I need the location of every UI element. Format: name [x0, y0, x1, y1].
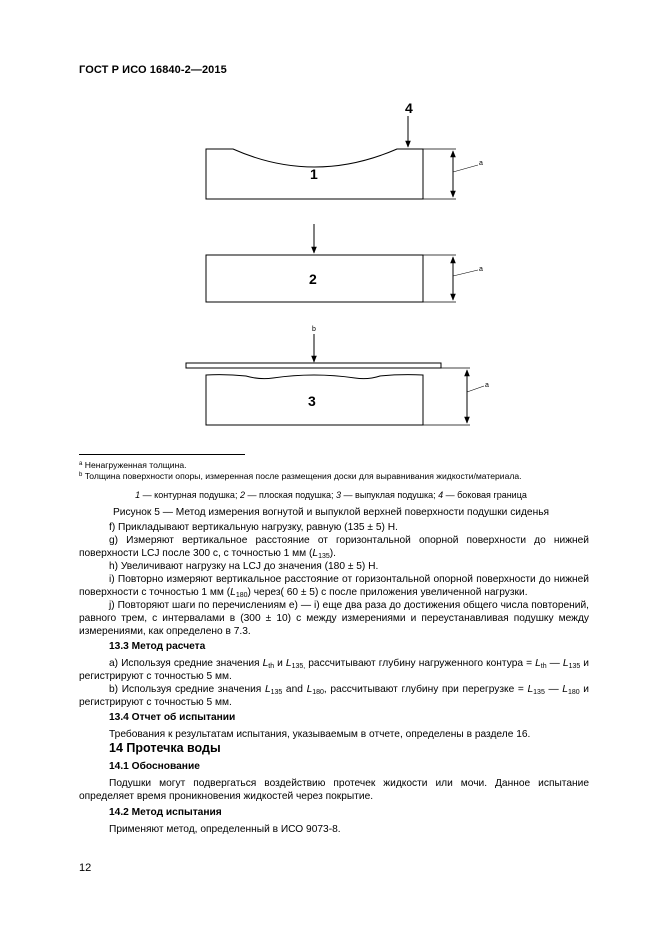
step-h: h) Увеличивают нагрузку на LCJ до значения (180 ± 5) Н.	[109, 561, 379, 572]
section-text: Требования к результатам испытания, указываемым в отчете, определены в разделе 16.	[109, 729, 531, 740]
calc-a: a) Используя средние значения $L_{th}$ и $L_{135,}$ рассчитывают глубину нагруженного контура = $L_{th}$ — $L_{135}$ и регистрируют с точностью 5 мм.	[79, 658, 589, 682]
footnote-text: Ненагруженная толщина.	[84, 460, 187, 470]
cushion-number-1: 1	[310, 166, 318, 182]
section-heading: 13.3 Метод расчета	[109, 641, 206, 652]
section-heading: 14 Протечка воды	[109, 741, 221, 755]
section-text: Подушки могут подвергаться воздействию протечек жидкости или мочи. Данное испытание определяет время проникновения жидкостей через покрытие.	[79, 778, 589, 802]
footnote-a	[79, 459, 187, 470]
footnote-b	[79, 470, 522, 481]
page-number: 12	[79, 862, 92, 874]
leader-line	[453, 165, 478, 172]
cushion-measurement-figure	[0, 0, 662, 440]
section-heading: 14.1 Обоснование	[109, 761, 200, 772]
section-14-2	[79, 806, 589, 836]
footnote-mark: b	[79, 472, 83, 478]
cushion-number-3: 3	[308, 393, 316, 409]
cushion-number-2: 2	[309, 271, 317, 287]
section-14-1	[79, 760, 589, 803]
section-14	[79, 742, 589, 755]
footnote-mark: a	[79, 461, 83, 467]
dimension-label-a: a	[479, 160, 483, 167]
step-f: f) Прикладывают вертикальную нагрузку, равную (135 ± 5) Н.	[109, 522, 398, 533]
document-header: ГОСТ Р ИСО 16840-2—2015	[79, 64, 227, 76]
board-label-b: b	[312, 326, 316, 333]
section-heading: 14.2 Метод испытания	[109, 807, 222, 818]
section-heading: 13.4 Отчет об испытании	[109, 712, 236, 723]
dimension-label-a: a	[479, 266, 483, 273]
section-13-3	[79, 640, 589, 709]
steps-block	[79, 521, 589, 638]
step-j: j) Повторяют шаги по перечислениям е) — i) еще два раза до достижения общего числа повторений, равного трем, с интервалами в (300 ± 10) с между измерениями и переустанавливая подушку между измерениями, как определено в 7.3.	[79, 600, 589, 637]
boundary-label: 4	[405, 100, 413, 116]
figure-legend: 1 — контурная подушка; 2 — плоская подушка; 3 — выпуклая подушка; 4 — боковая граница	[135, 490, 527, 500]
dimension-label-a: a	[485, 382, 489, 389]
section-13-4	[79, 711, 589, 741]
footnote-separator	[79, 454, 245, 455]
leveling-board	[186, 363, 441, 368]
calc-b: b) Используя средние значения $L_{135}$ and $L_{180}$, рассчитывают глубину при перегрузке = $L_{135}$ — $L_{180}$ и регистрируют с точностью 5 мм.	[79, 684, 589, 708]
leader-line	[453, 270, 478, 276]
step-g: g) Измеряют вертикальное расстояние от горизонтальной опорной поверхности до нижней поверхности LCJ после 300 с, с точностью 1 мм $(L_{135})$.	[79, 535, 589, 560]
figure-caption: Рисунок 5 — Метод измерения вогнутой и выпуклой верхней поверхности подушки сиденья	[112, 507, 550, 518]
leader-line	[467, 386, 484, 392]
step-i: i) Повторно измеряют вертикальное расстояние от горизонтальной опорной поверхности до нижней поверхности с точностью 1 мм $(L_{180})$ через( 60 ± 5) с после приложения увеличенной нагрузки.	[79, 574, 589, 599]
section-text: Применяют метод, определенный в ИСО 9073-8.	[109, 824, 341, 835]
footnote-text: Толщина поверхности опоры, измеренная после размещения доски для выравнивания жидкости/материала.	[84, 471, 522, 481]
